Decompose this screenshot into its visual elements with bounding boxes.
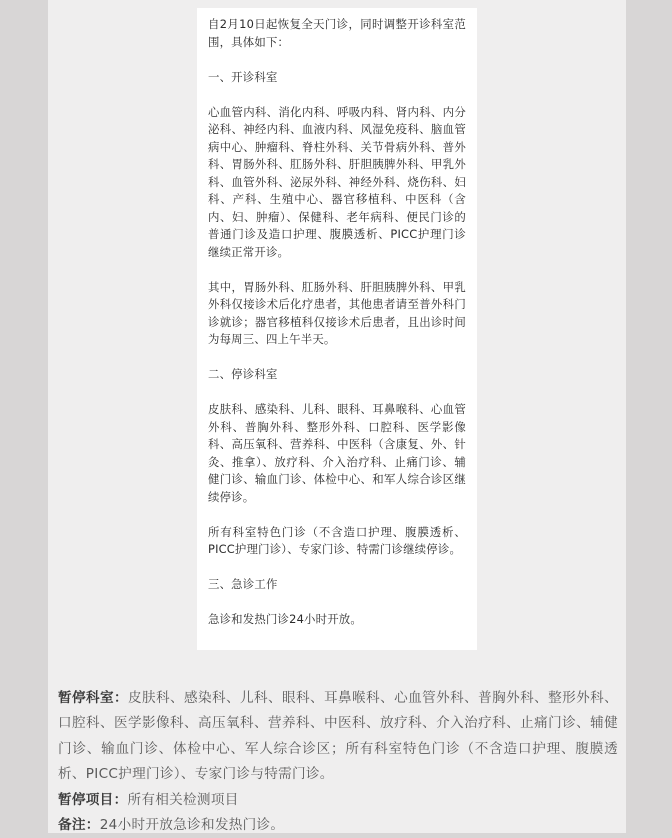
emergency-body: 急诊和发热门诊24小时开放。 xyxy=(208,612,362,626)
notice-intro: 自2月10日起恢复全天门诊，同时调整开诊科室范围，具体如下： xyxy=(208,17,466,49)
suspended-items-text: 所有相关检测项目 xyxy=(127,791,239,808)
open-departments-note: 其中，胃肠外科、肛肠外科、肝胆胰脾外科、甲乳外科仅接诊术后化疗患者，其他患者请至普外科门诊就诊；器官移植科仅接诊术后患者，且出诊时间为每周三、四上午半天。 xyxy=(208,279,466,346)
section-title-emergency: 三、急诊工作 xyxy=(208,577,278,591)
closed-departments-list: 皮肤科、感染科、儿科、眼科、耳鼻喉科、心血管外科、普胸外科、整形外科、口腔科、医学影像科、高压氧科、营养科、中医科（含康复、外、针灸、推拿）、放疗科、介入治疗科、止痛门诊、辅健门诊、输血门诊、体检中心、和军人综合诊区继续停诊。 xyxy=(208,402,466,504)
remark-paragraph xyxy=(58,813,618,838)
section-title-closed-departments: 二、停诊科室 xyxy=(208,367,278,381)
closed-special-clinics-note: 所有科室特色门诊（不含造口护理、腹膜透析、PICC护理门诊）、专家门诊、特需门诊继续停诊。 xyxy=(208,524,466,556)
suspended-items-paragraph xyxy=(58,788,618,813)
open-departments-list: 心血管内科、消化内科、呼吸内科、肾内科、内分泌科、神经内科、血液内科、风湿免疫科、脑血管病中心、肿瘤科、脊柱外科、关节骨病外科、普外科、胃肠外科、肛肠外科、肝胆胰脾外科、甲乳外科、血管外科、泌尿外科、神经外科、烧伤科、妇科、产科、生殖中心、器官移植科、中医科（含内、妇、肿瘤）、保健科、老年病科、便民门诊的普通门诊及造口护理、腹膜透析、PICC护理门诊继续正常开诊。 xyxy=(208,104,466,259)
suspended-departments-paragraph xyxy=(58,686,618,788)
suspended-departments-label: 暂停科室： xyxy=(58,690,129,706)
remark-label: 备注： xyxy=(58,817,100,834)
section-title-open-departments: 一、开诊科室 xyxy=(208,69,278,84)
suspended-items-label: 暂停项目： xyxy=(58,791,128,808)
notice-image xyxy=(197,8,477,650)
suspended-departments-text: 皮肤科、感染科、儿科、眼科、耳鼻喉科、心血管外科、普胸外科、整形外科、口腔科、医学影像科、高压氧科、营养科、中医科、放疗科、介入治疗科、止痛门诊、辅健门诊、输血门诊、体检中心、军人综合诊区；所有科室特色门诊（不含造口护理、腹膜透析、PICC护理门诊）、专家门诊与特需门诊。 xyxy=(58,690,618,783)
summary-text xyxy=(58,686,618,838)
remark-text: 24小时开放急诊和发热门诊。 xyxy=(99,817,285,834)
